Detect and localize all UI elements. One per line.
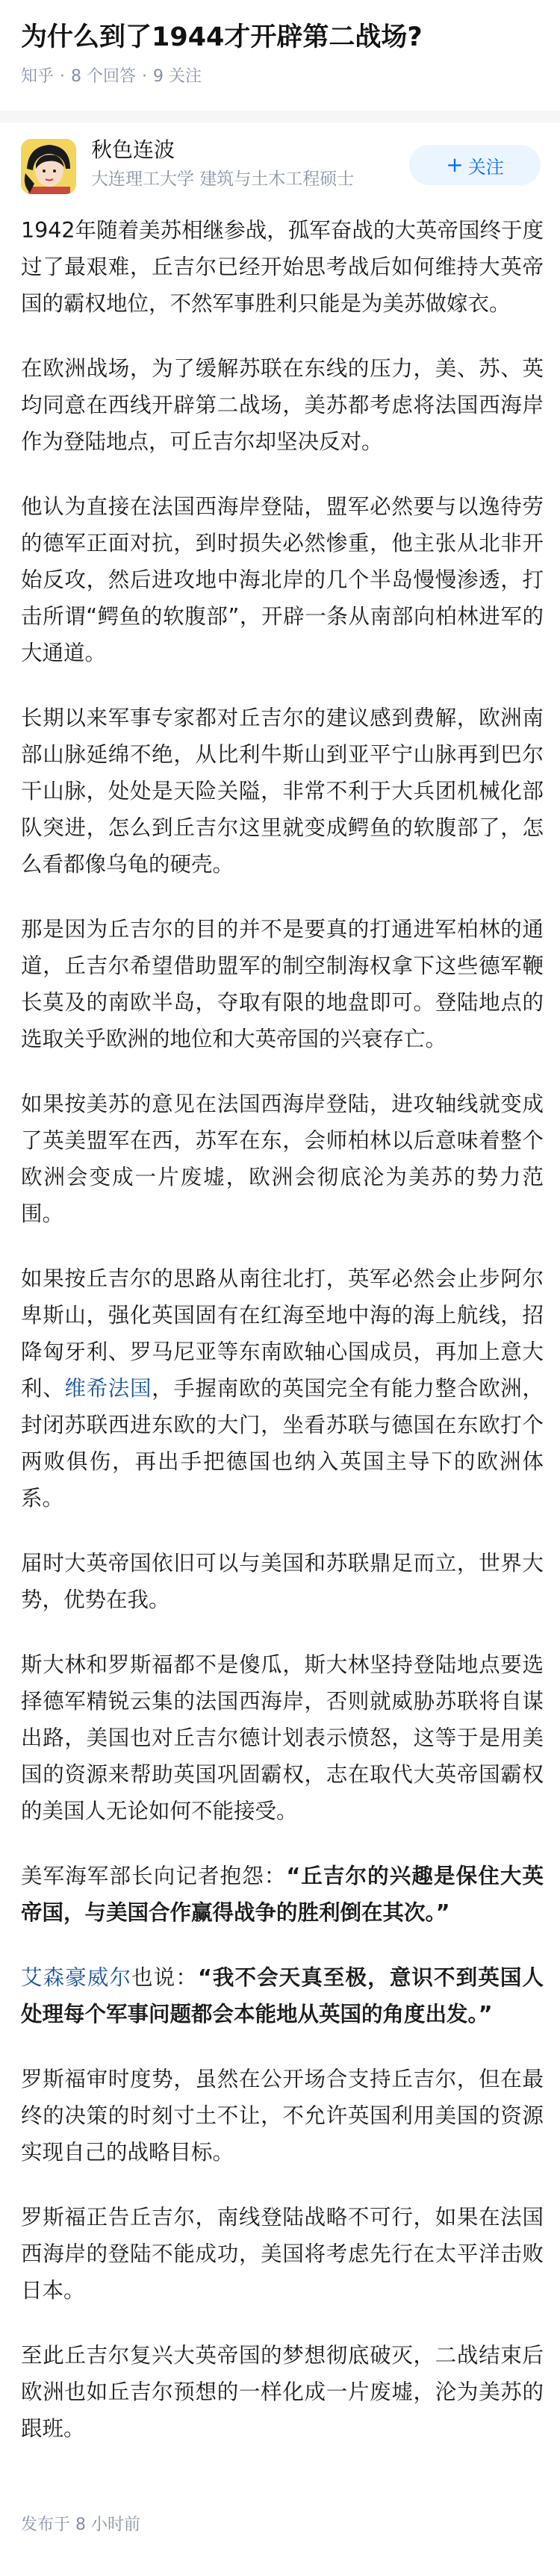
author-avatar[interactable] (21, 139, 76, 194)
paragraph-text: 也说： (131, 1965, 198, 1990)
follow-button[interactable] (409, 145, 541, 185)
section-divider (0, 111, 560, 122)
publish-time: 发布于 8 小时前 (21, 2516, 140, 2534)
paragraph-text: ，手握南欧的英国完全有能力整合欧洲，封闭苏联西进东欧的大门，坐看苏联与德国在东欧打个两败俱伤，再出手把德国也纳入英国主导下的欧洲体系。 (21, 1376, 544, 1511)
paragraph-text: 如果按丘吉尔的思路从南往北打，英军必然会止步阿尔卑斯山，强化英国固有在红海至地中海的海上航线，招降匈牙利、罗马尼亚等东南欧轴心国成员，再加上意大利、 (21, 1266, 544, 1401)
plus-icon: + (446, 152, 464, 177)
avatar-portrait-icon (21, 139, 76, 194)
answer-paragraph: 1942年随着美苏相继参战，孤军奋战的大英帝国终于度过了最艰难，丘吉尔已经开始思考战后如何维持大英帝国的霸权地位，不然军事胜利只能是为美苏做嫁衣。 (21, 218, 544, 316)
author-name[interactable]: 秋色连波 (91, 137, 175, 162)
author-bio: 大连理工大学 建筑与土木工程硕士 (91, 169, 355, 189)
answer-paragraph: 如果按美苏的意见在法国西海岸登陆，进攻轴线就变成了英美盟军在西，苏军在东，会师柏林以后意味着整个欧洲会变成一片废墟，欧洲会彻底沦为美苏的势力范围。 (21, 1092, 544, 1226)
answer-paragraph (21, 1959, 544, 2032)
eisenhower-link[interactable]: 艾森豪威尔 (21, 1965, 132, 1990)
answer-paragraph (21, 1858, 544, 1931)
meta-separator: · (60, 67, 66, 86)
answer-paragraph: 长期以来军事专家都对丘吉尔的建议感到费解，欧洲南部山脉延绵不绝，从比利牛斯山到亚平宁山脉再到巴尔干山脉，处处是天险关隘，非常不利于大兵团机械化部队突进，怎么到丘吉尔这里就变成鳄鱼的软腹部了，怎么看都像乌龟的硬壳。 (21, 706, 544, 877)
follower-count[interactable]: 9 关注 (153, 67, 202, 86)
follow-label: 关注 (467, 156, 504, 178)
bold-quote: “我不会天真至极，意识不到英国人处理每个军事问题都会本能地从英国的角度出发。” (21, 1965, 544, 2026)
answer-paragraph (21, 1260, 544, 1516)
answer-paragraph: 罗斯福正告丘吉尔，南线登陆战略不可行，如果在法国西海岸的登陆不能成功，美国将考虑先行在太平洋击败日本。 (21, 2205, 544, 2303)
answer-paragraph: 斯大林和罗斯福都不是傻瓜，斯大林坚持登陆地点要选择德军精锐云集的法国西海岸，否则就威胁苏联将自谋出路，美国也对丘吉尔德计划表示愤怒，这等于是用美国的资源来帮助英国巩固霸权，志在取代大英帝国霸权的美国人无论如何不能接受。 (21, 1652, 544, 1823)
answer-paragraph: 罗斯福审时度势，虽然在公开场合支持丘吉尔，但在最终的决策的时刻寸土不让，不允许英国利用美国的资源实现自己的战略目标。 (21, 2067, 544, 2165)
answer-paragraph: 那是因为丘吉尔的目的并不是要真的打通进军柏林的通道，丘吉尔希望借助盟军的制空制海权拿下这些德军鞭长莫及的南欧半岛，夺取有限的地盘即可。登陆地点的选取关乎欧洲的地位和大英帝国的兴衰存亡。 (21, 917, 544, 1051)
answer-count[interactable]: 8 个回答 (71, 67, 137, 86)
question-title[interactable]: 为什么到了1944才开辟第二战场? (21, 22, 423, 52)
paragraph-text: 美军海军部长向记者抱怨： (21, 1864, 287, 1888)
meta-separator: · (142, 67, 148, 86)
question-meta (21, 66, 202, 88)
answer-paragraph: 他认为直接在法国西海岸登陆，盟军必然要与以逸待劳的德军正面对抗，到时损失必然惨重，他主张从北非开始反攻，然后进攻地中海北岸的几个半岛慢慢渗透，打击所谓“鳄鱼的软腹部”，开辟一条从南部向柏林进军的大通道。 (21, 494, 544, 665)
vichy-france-link[interactable]: 维希法国 (64, 1376, 152, 1401)
source-label[interactable]: 知乎 (21, 67, 55, 86)
answer-paragraph: 届时大英帝国依旧可以与美国和苏联鼎足而立，世界大势，优势在我。 (21, 1551, 544, 1612)
answer-paragraph: 至此丘吉尔复兴大英帝国的梦想彻底破灭，二战结束后欧洲也如丘吉尔预想的一样化成一片废墟，沦为美苏的跟班。 (21, 2343, 544, 2441)
bold-quote: “丘吉尔的兴趣是保住大英帝国，与美国合作赢得战争的胜利倒在其次。” (21, 1864, 544, 1925)
answer-paragraph: 在欧洲战场，为了缓解苏联在东线的压力，美、苏、英均同意在西线开辟第二战场，美苏都考虑将法国西海岸作为登陆地点，可丘吉尔却坚决反对。 (21, 356, 544, 454)
answer-content (21, 212, 544, 2475)
